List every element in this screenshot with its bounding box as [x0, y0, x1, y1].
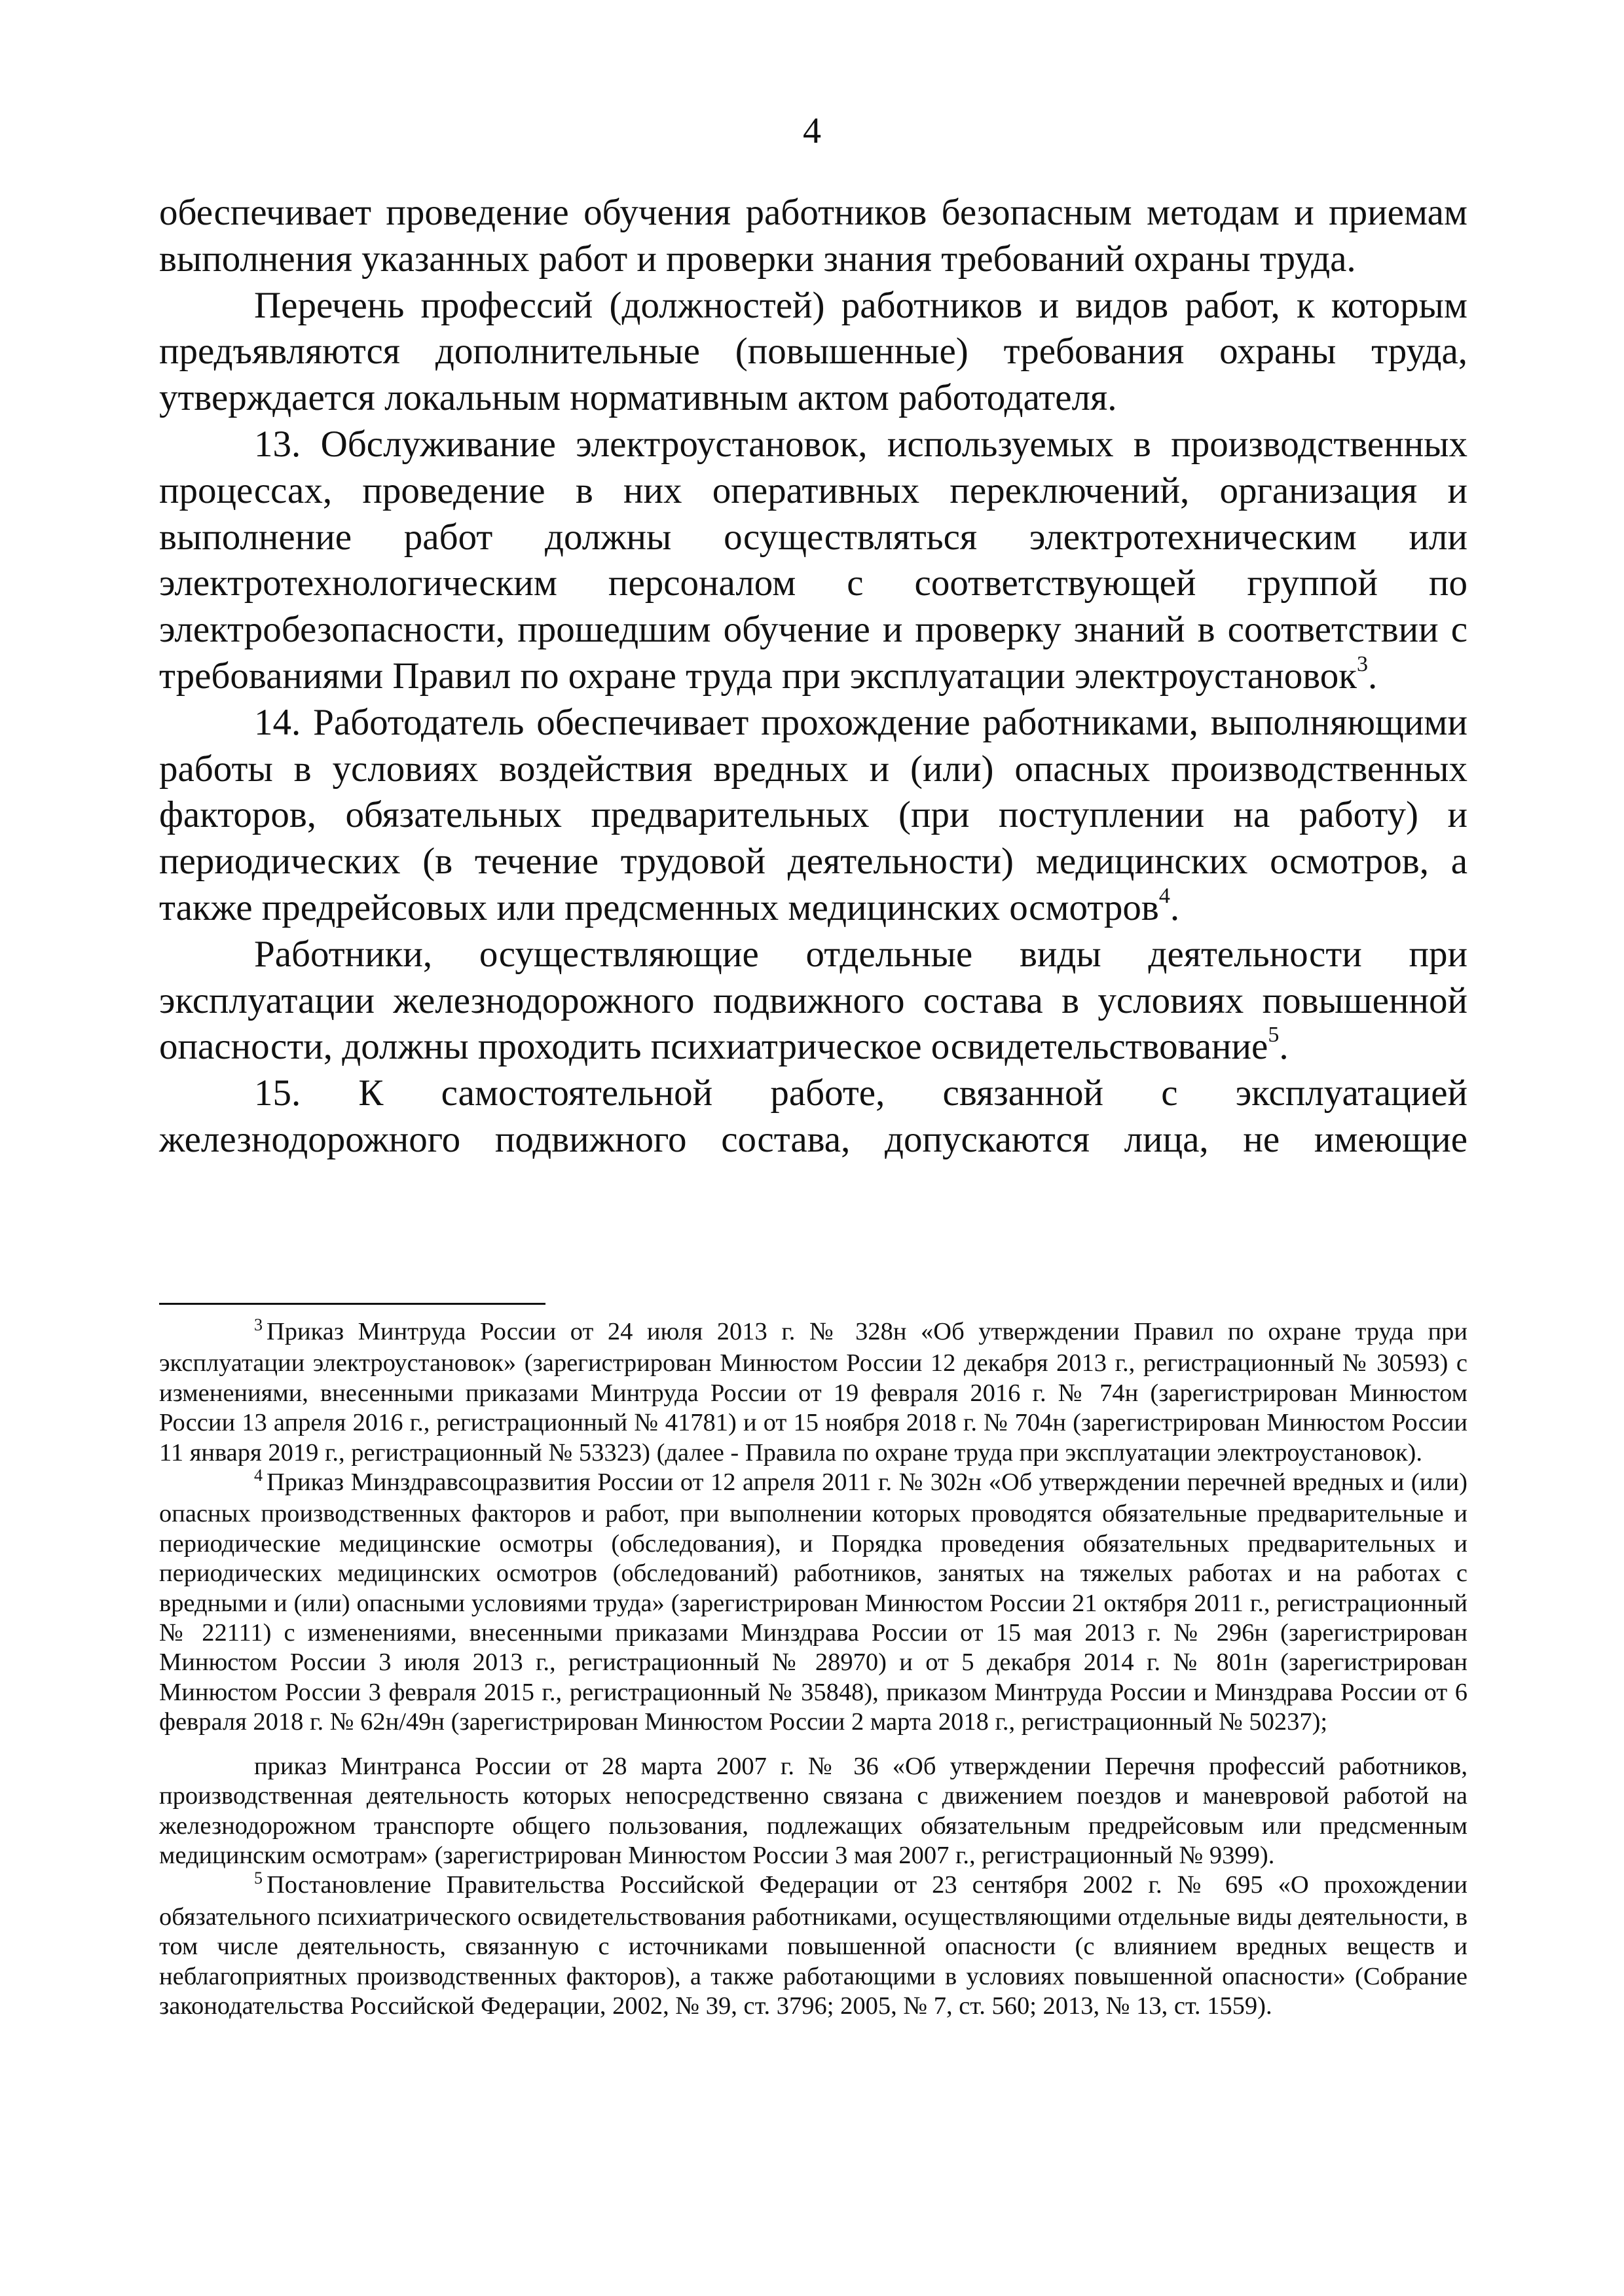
paragraph-13	[159, 422, 1467, 700]
paragraph-14-text: 14. Работодатель обеспечивает прохождение работниками, выполняющими работы в условиях воздействия вредных и (или) опасных производственных факторов, обязательных предварительных (при поступлении на работу) и периодических (в течение трудовой деятельности) медицинских осмотров, а также предрейсовых или предсменных медицинских осмотров	[159, 701, 1467, 928]
footnote-5-mark: 5	[254, 1868, 263, 1888]
footnote-4-mark: 4	[254, 1466, 263, 1485]
paragraph-15: 15. К самостоятельной работе, связанной с эксплуатацией железнодорожного подвижного состава, допускаются лица, не имеющие	[159, 1072, 1467, 1160]
paragraph-13-text: 13. Обслуживание электроустановок, используемых в производственных процессах, проведение в них оперативных переключений, организация и выполнение работ должны осуществляться электротехническим или электротехнологическим персоналом с соответствующей группой по электробезопасности, прошедшим обучение и проверку знаний в соответствии с требованиями Правил по охране труда при эксплуатации электроустановок	[159, 423, 1467, 697]
footnote-divider	[159, 1303, 545, 1305]
paragraph-psychiatric-text: Работники, осуществляющие отдельные виды деятельности при эксплуатации железнодорожного подвижного состава в условиях повышенной опасности, должны проходить психиатрическое освидетельствование	[159, 933, 1467, 1068]
footnote-ref-5[interactable]: 5	[1268, 1023, 1280, 1048]
paragraph-psychiatric-end: .	[1279, 1026, 1289, 1068]
footnote-5	[159, 1870, 1467, 2021]
paragraph-13-end: .	[1367, 655, 1378, 697]
footnote-5-text: Постановление Правительства Российской Федерации от 23 сентября 2002 г. № 695 «О прохождении обязательного психиатрического освидетельствования работниками, осуществляющими отдельные виды деятельности, в том числе деятельность, связанную с источниками повышенной опасности (с влиянием вредных веществ и неблагоприятных производственных факторов), а также работающими в условиях повышенной опасности» (Собрание законодательства Российской Федерации, 2002, № 39, ст. 3796; 2005, № 7, ст. 560; 2013, № 13, ст. 1559).	[159, 1871, 1467, 2020]
paragraph-psychiatric	[159, 932, 1467, 1070]
footnote-ref-3[interactable]: 3	[1356, 651, 1368, 676]
footnote-3-text: Приказ Минтруда России от 24 июля 2013 г. № 328н «Об утверждении Правил по охране труда при эксплуатации электроустановок» (зарегистрирован Минюстом России 12 декабря 2013 г., регистрационный № 30593) с изменениями, внесенными приказами Минтруда России от 19 февраля 2016 г. № 74н (зарегистрирован Минюстом России 13 апреля 2016 г., регистрационный № 41781) и от 15 ноября 2018 г. № 704н (зарегистрирован Минюстом России 11 января 2019 г., регистрационный № 53323) (далее - Правила по охране труда при эксплуатации электроустановок).	[159, 1318, 1467, 1467]
footnote-3	[159, 1317, 1467, 1468]
paragraph-continuation: обеспечивает проведение обучения работников безопасным методам и приемам выполнения указанных работ и проверки знания требований охраны труда.	[159, 192, 1467, 280]
footnote-3-mark: 3	[254, 1315, 263, 1334]
footnote-ref-4[interactable]: 4	[1158, 883, 1170, 908]
page-number: 4	[803, 111, 821, 151]
footnote-4-text: Приказ Минздравсоцразвития России от 12 апреля 2011 г. № 302н «Об утверждении перечней вредных и (или) опасных производственных факторов и работ, при выполнении которых проводятся обязательные предварительные и периодические медицинские осмотры (обследования), и Порядка проведения обязательных предварительных и периодических медицинских осмотров (обследований) работников, занятых на тяжелых работах и на работах с вредными и (или) опасными условиями труда» (зарегистрирован Минюстом России 21 октября 2011 г., регистрационный № 22111) с изменениями, внесенными приказами Минздрава России от 15 мая 2013 г. № 296н (зарегистрирован Минюстом России 3 июля 2013 г., регистрационный № 28970) и от 5 декабря 2014 г. № 801н (зарегистрирован Минюстом России 3 февраля 2015 г., регистрационный № 35848), приказом Минтруда России и Минздрава России от 6 февраля 2018 г. № 62н/49н (зарегистрирован Минюстом России 2 марта 2018 г., регистрационный № 50237);	[159, 1468, 1467, 1736]
footnotes-section	[159, 1317, 1467, 2021]
footnote-4-continued: приказ Минтранса России от 28 марта 2007 г. № 36 «Об утверждении Перечня профессий работников, производственная деятельность которых непосредственно связана с движением поездов и маневровой работой на железнодорожном транспорте общего пользования, подлежащих обязательным предрейсовым или предсменным медицинским осмотрам» (зарегистрирован Минюстом России 3 мая 2007 г., регистрационный № 9399).	[159, 1752, 1467, 1869]
footnote-4	[159, 1468, 1467, 1738]
paragraph-14-end: .	[1170, 886, 1180, 928]
paragraph-professions-list: Перечень профессий (должностей) работников и видов работ, к которым предъявляются дополнительные (повышенные) требования охраны труда, утверждается локальным нормативным актом работодателя.	[159, 284, 1467, 419]
main-text	[159, 190, 1467, 1163]
paragraph-14	[159, 700, 1467, 932]
